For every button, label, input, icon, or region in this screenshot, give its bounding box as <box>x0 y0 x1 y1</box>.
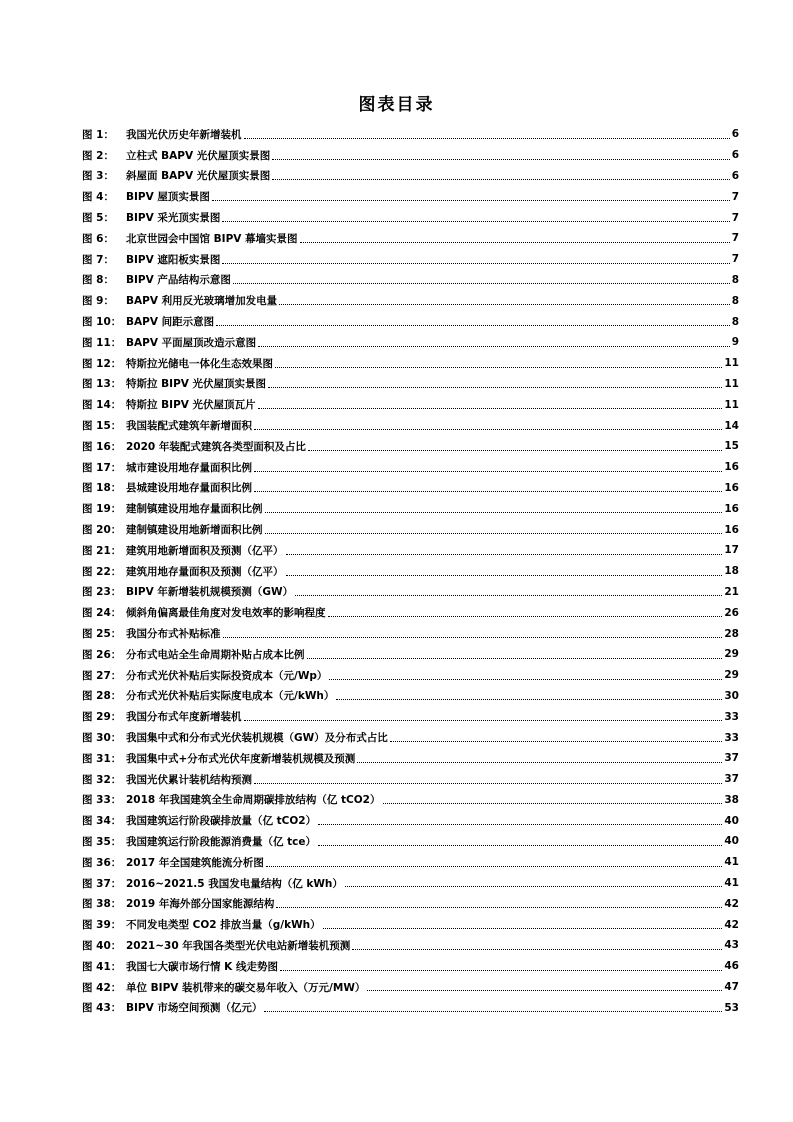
figure-title: BAPV 间距示意图 <box>126 316 215 329</box>
dot-leader <box>272 178 729 180</box>
figure-label: 图 31： <box>82 752 122 765</box>
figure-label: 图 29： <box>82 711 122 724</box>
toc-entry[interactable] <box>82 519 739 540</box>
dot-leader <box>276 906 722 908</box>
figure-title: 单位 BIPV 装机带来的碳交易年收入（万元/MW） <box>126 981 366 994</box>
figure-title: 不同发电类型 CO2 排放当量（g/kWh） <box>126 919 321 932</box>
toc-entry[interactable] <box>82 290 739 311</box>
toc-entry[interactable] <box>82 914 739 935</box>
page-number: 6 <box>731 128 739 141</box>
figure-title: 县城建设用地存量面积比例 <box>126 482 252 495</box>
dot-leader <box>222 220 729 222</box>
toc-entry[interactable] <box>82 769 739 790</box>
dot-leader <box>295 594 722 596</box>
dot-leader <box>383 802 723 804</box>
page-number: 46 <box>724 960 739 973</box>
figure-label: 图 16： <box>82 440 122 453</box>
figure-title: 2019 年海外部分国家能源结构 <box>126 898 275 911</box>
figure-title: 我国光伏历史年新增装机 <box>126 128 242 141</box>
toc-entry[interactable] <box>82 353 739 374</box>
toc-entry[interactable] <box>82 124 739 145</box>
figure-label: 图 5： <box>82 212 114 225</box>
toc-entry[interactable] <box>82 249 739 270</box>
figure-title: 分布式光伏补贴后实际度电成本（元/kWh） <box>126 690 335 703</box>
figure-title: 我国集中式+分布式光伏年度新增装机规模及预测 <box>126 752 356 765</box>
page-number: 8 <box>731 294 739 307</box>
page-number: 40 <box>724 814 739 827</box>
dot-leader <box>244 137 730 139</box>
figure-title: 2021~30 年我国各类型光伏电站新增装机预测 <box>126 939 351 952</box>
figure-title: 2016~2021.5 我国发电量结构（亿 kWh） <box>126 877 343 890</box>
dot-leader <box>352 948 722 950</box>
toc-entry[interactable] <box>82 228 739 249</box>
dot-leader <box>216 324 730 326</box>
toc-entry[interactable] <box>82 852 739 873</box>
figure-label: 图 33： <box>82 794 122 807</box>
dot-leader <box>308 449 722 451</box>
page-number: 16 <box>724 523 739 536</box>
figure-title: 城市建设用地存量面积比例 <box>126 461 252 474</box>
page-number: 8 <box>731 273 739 286</box>
figure-title: 2018 年我国建筑全生命周期碳排放结构（亿 tCO2） <box>126 794 381 807</box>
figure-label: 图 42： <box>82 981 122 994</box>
figure-title: 我国装配式建筑年新增面积 <box>126 420 252 433</box>
figure-label: 图 24： <box>82 607 122 620</box>
dot-leader <box>265 511 723 513</box>
figure-label: 图 17： <box>82 461 122 474</box>
toc-entry[interactable] <box>82 582 739 603</box>
figure-label: 图 13： <box>82 378 122 391</box>
figure-title: 我国分布式年度新增装机 <box>126 711 242 724</box>
figure-title: 我国光伏累计装机结构预测 <box>126 773 252 786</box>
toc-entry[interactable] <box>82 561 739 582</box>
figure-label: 图 20： <box>82 524 122 537</box>
toc-entry[interactable] <box>82 644 739 665</box>
dot-leader <box>266 865 722 867</box>
toc-entry[interactable] <box>82 665 739 686</box>
figure-title: 分布式电站全生命周期补贴占成本比例 <box>126 648 305 661</box>
page-number: 9 <box>731 336 739 349</box>
dot-leader <box>272 158 729 160</box>
page-number: 29 <box>724 669 739 682</box>
dot-leader <box>345 885 722 887</box>
dot-leader <box>254 428 722 430</box>
dot-leader <box>244 719 723 721</box>
page-number: 11 <box>724 377 739 390</box>
page-number: 11 <box>724 398 739 411</box>
figure-label: 图 22： <box>82 565 122 578</box>
toc-entry[interactable] <box>82 977 739 998</box>
figure-title: BIPV 遮阳板实景图 <box>126 253 221 266</box>
figure-label: 图 32： <box>82 773 122 786</box>
page-number: 40 <box>724 835 739 848</box>
dot-leader <box>323 927 723 929</box>
page-number: 16 <box>724 481 739 494</box>
page-number: 7 <box>731 253 739 266</box>
dot-leader <box>390 740 723 742</box>
dot-leader <box>300 241 730 243</box>
toc-entry[interactable] <box>82 831 739 852</box>
figure-title: 2017 年全国建筑能流分析图 <box>126 856 264 869</box>
page-number: 28 <box>724 627 739 640</box>
figure-title: 分布式光伏补贴后实际投资成本（元/Wp） <box>126 669 328 682</box>
toc-entry[interactable] <box>82 727 739 748</box>
dot-leader <box>258 407 723 409</box>
figure-title: 特斯拉 BIPV 光伏屋顶瓦片 <box>126 399 256 412</box>
dot-leader <box>279 303 730 305</box>
figure-title: 我国集中式和分布式光伏装机规模（GW）及分布式占比 <box>126 732 388 744</box>
figure-label: 图 3： <box>82 170 114 183</box>
dot-leader <box>254 782 722 784</box>
toc-entry[interactable] <box>82 602 739 623</box>
dot-leader <box>318 823 722 825</box>
toc-entry[interactable] <box>82 790 739 811</box>
page-number: 14 <box>724 419 739 432</box>
dot-leader <box>212 199 730 201</box>
toc-entry[interactable] <box>82 540 739 561</box>
figure-title: 建制镇建设用地存量面积比例 <box>126 503 263 516</box>
figure-label: 图 37： <box>82 877 122 890</box>
toc-entry[interactable] <box>82 207 739 228</box>
page-number: 15 <box>724 440 739 453</box>
page-number: 6 <box>731 149 739 162</box>
page-title: 图表目录 <box>358 95 435 115</box>
figure-title: 建筑用地存量面积及预测（亿平） <box>126 565 284 578</box>
page-number: 41 <box>724 856 739 869</box>
figure-title: 我国建筑运行阶段碳排放量（亿 tCO2） <box>126 815 317 828</box>
page-number: 37 <box>724 773 739 786</box>
page-number: 7 <box>731 211 739 224</box>
figure-label: 图 21： <box>82 544 122 557</box>
dot-leader <box>318 844 722 846</box>
page-number: 16 <box>724 502 739 515</box>
figure-title: BIPV 产品结构示意图 <box>126 274 231 287</box>
dot-leader <box>258 345 730 347</box>
figure-label: 图 41： <box>82 960 122 973</box>
figure-title: 我国分布式补贴标准 <box>126 628 221 641</box>
dot-leader <box>286 553 723 555</box>
dot-leader <box>222 262 729 264</box>
figure-title: 北京世园会中国馆 BIPV 幕墙实景图 <box>126 232 298 245</box>
figure-label: 图 40： <box>82 939 122 952</box>
toc-entry[interactable] <box>82 686 739 707</box>
toc-entry[interactable] <box>82 706 739 727</box>
dot-leader <box>223 636 723 638</box>
dot-leader <box>307 657 723 659</box>
toc-entry[interactable] <box>82 145 739 166</box>
figure-title: 特斯拉 BIPV 光伏屋顶实景图 <box>126 378 267 391</box>
figure-title: 倾斜角偏离最佳角度对发电效率的影响程度 <box>126 607 326 620</box>
dot-leader <box>233 282 730 284</box>
page-number: 33 <box>724 710 739 723</box>
page-number: 18 <box>724 565 739 578</box>
figure-title: BAPV 利用反光玻璃增加发电量 <box>126 295 278 308</box>
toc-entry[interactable] <box>82 270 739 291</box>
page-number: 38 <box>724 793 739 806</box>
dot-leader <box>357 761 722 763</box>
figure-label: 图 10： <box>82 316 122 329</box>
figure-label: 图 7： <box>82 253 114 266</box>
page-number: 6 <box>731 169 739 182</box>
figure-title: BIPV 采光顶实景图 <box>126 212 221 225</box>
toc-entry[interactable] <box>82 374 739 395</box>
toc-entry[interactable] <box>82 415 739 436</box>
page-number: 16 <box>724 461 739 474</box>
figure-title: 立柱式 BAPV 光伏屋顶实景图 <box>126 149 271 162</box>
figure-title: 建制镇建设用地新增面积比例 <box>126 524 263 537</box>
page-number: 8 <box>731 315 739 328</box>
figure-label: 图 4： <box>82 191 114 204</box>
dot-leader <box>280 969 722 971</box>
figure-label: 图 14： <box>82 399 122 412</box>
dot-leader <box>336 698 722 700</box>
toc-entry[interactable] <box>82 394 739 415</box>
dot-leader <box>264 1010 722 1012</box>
figure-label: 图 6： <box>82 232 114 245</box>
page-number: 41 <box>724 877 739 890</box>
figure-label: 图 19： <box>82 503 122 516</box>
toc-entry[interactable] <box>82 810 739 831</box>
toc-entry[interactable] <box>82 748 739 769</box>
figure-label: 图 27： <box>82 669 122 682</box>
toc-entry[interactable] <box>82 332 739 353</box>
figure-label: 图 23： <box>82 586 122 599</box>
toc-entry[interactable] <box>82 956 739 977</box>
figure-label: 图 25： <box>82 628 122 641</box>
figure-title: 我国建筑运行阶段能源消费量（亿 tce） <box>126 835 317 848</box>
page-number: 42 <box>724 918 739 931</box>
figure-label: 图 15： <box>82 420 122 433</box>
figure-label: 图 26： <box>82 648 122 661</box>
figure-title: 建筑用地新增面积及预测（亿平） <box>126 544 284 557</box>
toc-entry[interactable] <box>82 457 739 478</box>
figure-title: BIPV 屋顶实景图 <box>126 191 210 204</box>
figure-title: 特斯拉光储电一体化生态效果图 <box>126 357 273 370</box>
figure-label: 图 30： <box>82 732 122 744</box>
page-number: 29 <box>724 648 739 661</box>
figure-title: BIPV 年新增装机规模预测（GW） <box>126 586 294 599</box>
figure-label: 图 18： <box>82 482 122 495</box>
page-number: 7 <box>731 232 739 245</box>
page-number: 21 <box>724 585 739 598</box>
toc-entry[interactable] <box>82 623 739 644</box>
dot-leader <box>254 470 722 472</box>
table-of-figures <box>82 124 739 1018</box>
toc-entry[interactable] <box>82 935 739 956</box>
toc-entry[interactable] <box>82 997 739 1018</box>
page-number: 17 <box>724 544 739 557</box>
dot-leader <box>328 615 723 617</box>
figure-title: BIPV 市场空间预测（亿元） <box>126 1002 263 1015</box>
figure-label: 图 34： <box>82 815 122 828</box>
page-number: 43 <box>724 939 739 952</box>
toc-entry[interactable] <box>82 186 739 207</box>
dot-leader <box>275 366 722 368</box>
dot-leader <box>265 532 723 534</box>
dot-leader <box>268 386 722 388</box>
toc-entry[interactable] <box>82 436 739 457</box>
figure-label: 图 28： <box>82 690 122 703</box>
dot-leader <box>367 989 722 991</box>
figure-title: BAPV 平面屋顶改造示意图 <box>126 336 257 349</box>
page-number: 42 <box>724 897 739 910</box>
page-number: 26 <box>724 606 739 619</box>
figure-label: 图 11： <box>82 336 122 349</box>
toc-entry[interactable] <box>82 873 739 894</box>
figure-label: 图 35： <box>82 835 122 848</box>
figure-label: 图 12： <box>82 357 122 370</box>
toc-entry[interactable] <box>82 166 739 187</box>
dot-leader <box>254 490 722 492</box>
figure-label: 图 8： <box>82 274 114 287</box>
toc-entry[interactable] <box>82 478 739 499</box>
figure-label: 图 39： <box>82 919 122 932</box>
page-number: 37 <box>724 752 739 765</box>
figure-label: 图 36： <box>82 856 122 869</box>
figure-label: 图 43： <box>82 1002 122 1015</box>
page-number: 11 <box>724 357 739 370</box>
figure-label: 图 1： <box>82 128 114 141</box>
page-number: 47 <box>724 981 739 994</box>
figure-label: 图 2： <box>82 149 114 162</box>
page-number: 33 <box>724 731 739 744</box>
page-number: 30 <box>724 689 739 702</box>
figure-title: 我国七大碳市场行情 K 线走势图 <box>126 960 278 973</box>
page-number: 53 <box>724 1001 739 1014</box>
dot-leader <box>329 678 722 680</box>
figure-title: 2020 年装配式建筑各类型面积及占比 <box>126 440 306 453</box>
page-number: 7 <box>731 190 739 203</box>
dot-leader <box>286 574 723 576</box>
figure-title: 斜屋面 BAPV 光伏屋顶实景图 <box>126 170 271 183</box>
figure-label: 图 9： <box>82 295 114 308</box>
toc-entry[interactable] <box>82 498 739 519</box>
figure-label: 图 38： <box>82 898 122 911</box>
toc-entry[interactable] <box>82 311 739 332</box>
toc-entry[interactable] <box>82 893 739 914</box>
